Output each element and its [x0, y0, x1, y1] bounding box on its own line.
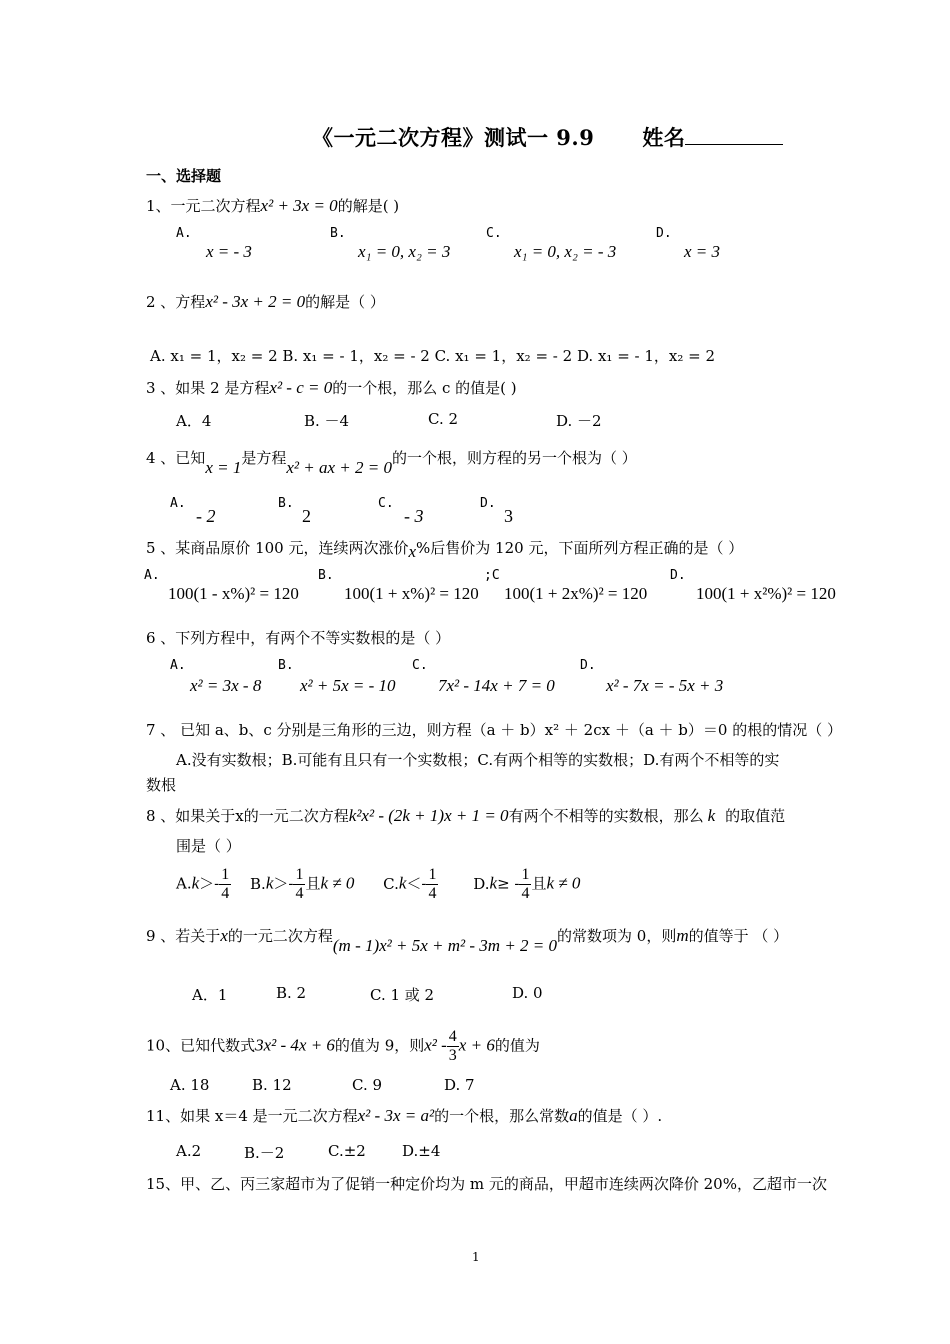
q4-stem-end: 的一个根，则方程的另一个根为（ ） — [391, 449, 637, 467]
q5-option-b: 100(1 + x%)² = 120 — [344, 584, 479, 603]
question-4 — [146, 448, 637, 477]
q8-stem-end: 的取值范 — [725, 807, 786, 825]
q8-option-a-rel: ＞- — [199, 874, 220, 893]
question-1 — [146, 196, 399, 216]
question-11 — [146, 1106, 662, 1126]
q6-option-b-label: B. — [278, 658, 294, 673]
q9-stem-mid: 的一元二次方程 — [227, 927, 333, 945]
name-label: 姓名 — [642, 125, 686, 150]
fraction-denominator: 3 — [448, 1047, 457, 1064]
q1-option-d-label: D. — [656, 226, 672, 241]
q4-option-c: - 3 — [404, 506, 424, 526]
q9-option-c: C. 1 或 2 — [370, 986, 435, 1004]
q8-option-d-fraction — [519, 866, 531, 903]
q4-stem-mid: 是方程 — [241, 449, 287, 467]
q1-option-c-label: C. — [486, 226, 502, 241]
q8-option-b-var: k — [265, 873, 274, 893]
fraction-denominator: 4 — [295, 885, 304, 902]
q5-variable: x — [408, 542, 417, 561]
q1-option-a: x = - 3 — [206, 242, 252, 261]
q8-option-a-var: k — [191, 873, 200, 893]
q10-expression: 3x² - 4x + 6 — [255, 1035, 335, 1055]
question-15: 15、甲、乙、丙三家超市为了促销一种定价均为 m 元的商品，甲超市连续两次降价 20%，乙超市一次 — [146, 1175, 827, 1193]
q5-stem: 5 、某商品原价 100 元，连续两次涨价 — [146, 539, 409, 557]
q3-option-b: B. －4 — [304, 412, 350, 430]
page-number: 1 — [472, 1250, 480, 1264]
q1-stem: 1、一元二次方程 — [146, 197, 261, 215]
q11-equation: x² - 3x = a² — [357, 1106, 435, 1125]
q8-option-b-cond: k ≠ 0 — [320, 873, 355, 893]
q6-option-c-label: C. — [412, 658, 428, 673]
q8-equation: k²x² - (2k + 1)x + 1 = 0 — [348, 806, 509, 825]
q9-variable-m: m — [676, 926, 689, 945]
q4-option-a-label: A. — [170, 496, 186, 511]
q8-option-b-fraction — [293, 866, 305, 903]
q11-option-a: A.2 — [176, 1142, 202, 1160]
q1-equation: x² + 3x = 0 — [260, 196, 338, 215]
q1-stem-end: 的解是( ) — [337, 197, 400, 215]
q7-options-cont: 数根 — [146, 776, 177, 794]
q5-option-c: 100(1 + 2x%)² = 120 — [504, 584, 648, 603]
q6-option-d-label: D. — [580, 658, 596, 673]
q8-option-a-label: A. — [176, 874, 192, 893]
q3-stem-end: 的一个根，那么 c 的值是( ) — [332, 379, 517, 397]
q8-option-c-fraction — [426, 866, 438, 903]
q8-option-c-rel: ＜- — [406, 874, 427, 893]
q6-option-c: 7x² - 14x + 7 = 0 — [438, 676, 555, 695]
page-title — [312, 122, 783, 152]
fraction-numerator: 1 — [428, 866, 437, 883]
q5-option-c-label: ;C — [484, 568, 500, 583]
q4-option-a: - 2 — [196, 506, 216, 526]
q9-option-a: A．1 — [192, 986, 228, 1004]
q5-option-b-label: B. — [318, 568, 334, 583]
q10-expression-2b: x + 6 — [458, 1035, 495, 1055]
name-blank — [685, 124, 783, 145]
q11-stem-end: 的值是（ ）. — [577, 1107, 663, 1125]
q10-fraction — [447, 1028, 459, 1065]
q3-option-a: A．4 — [176, 412, 212, 430]
q8-option-c-label: C. — [383, 874, 399, 893]
question-8 — [146, 806, 785, 826]
question-7: 7 、 已知 a、b、c 分别是三角形的三边，则方程（a ＋ b）x² ＋ 2cx ＋（a ＋ b）＝0 的根的情况（ ） — [146, 721, 842, 739]
question-2 — [146, 292, 385, 312]
q9-equation: (m - 1)x² + 5x + m² - 3m + 2 = 0 — [332, 936, 558, 955]
q4-equation: x² + ax + 2 = 0 — [286, 458, 392, 477]
q4-option-b-label: B. — [278, 496, 294, 511]
q11-option-d: D.±4 — [402, 1142, 441, 1160]
q1-option-a-label: A. — [176, 226, 192, 241]
q3-stem: 3 、如果 2 是方程 — [146, 379, 270, 397]
question-3 — [146, 378, 517, 398]
q4-stem: 4 、已知 — [146, 449, 206, 467]
q6-option-a-label: A. — [170, 658, 186, 673]
q10-option-d: D. 7 — [444, 1076, 475, 1094]
q10-option-b: B. 12 — [252, 1076, 292, 1094]
q8-option-d-and: 且 — [531, 874, 547, 893]
q8-option-b-rel: ＞- — [273, 874, 294, 893]
q9-stem-mid2: 的常数项为 0，则 — [557, 927, 677, 945]
q1-option-b: x₁ = 0, x₂ = 3 — [358, 242, 451, 261]
q5-option-a-label: A. — [144, 568, 160, 583]
fraction-denominator: 4 — [221, 885, 230, 902]
q11-stem-mid: 的一个根，那么常数 — [434, 1107, 570, 1125]
q4-option-d-label: D. — [480, 496, 496, 511]
q10-stem: 10、已知代数式 — [146, 1036, 256, 1055]
q5-stem-end: %后售价为 120 元，下面所列方程正确的是（ ） — [416, 539, 744, 557]
q9-option-d: D. 0 — [512, 984, 543, 1002]
q4-equation-root: x = 1 — [205, 458, 242, 477]
section-heading: 一、选择题 — [146, 167, 222, 185]
q8-option-d-cond: k ≠ 0 — [546, 873, 581, 893]
q1-option-d: x = 3 — [684, 242, 721, 261]
fraction-numerator: 1 — [221, 866, 230, 883]
q6-option-a: x² = 3x - 8 — [190, 676, 262, 695]
q5-option-a: 100(1 - x%)² = 120 — [168, 584, 299, 603]
q5-option-d-label: D. — [670, 568, 686, 583]
q4-option-c-label: C. — [378, 496, 394, 511]
q1-option-b-label: B. — [330, 226, 346, 241]
q8-option-d-var: k — [489, 873, 498, 893]
q8-stem-cont: 围是（ ） — [176, 837, 241, 855]
q6-option-b: x² + 5x = - 10 — [300, 676, 396, 695]
q7-options: A.没有实数根；B.可能有且只有一个实数根；C.有两个相等的实数根；D.有两个不相等的实 — [176, 751, 780, 769]
question-10 — [146, 1028, 540, 1065]
q11-variable: a — [569, 1106, 578, 1125]
q10-stem-mid: 的值为 9，则 — [334, 1036, 425, 1055]
q2-stem: 2 、方程 — [146, 293, 206, 311]
q6-option-d: x² - 7x = - 5x + 3 — [606, 676, 724, 695]
q2-options: A. x₁ = 1，x₂ = 2 B. x₁ = - 1，x₂ = - 2 C. x₁ = 1，x₂ = - 2 D. x₁ = - 1，x₂ = 2 — [150, 347, 716, 365]
fraction-denominator: 4 — [428, 885, 437, 902]
q8-option-b-label: B. — [250, 874, 266, 893]
q8-option-b-and: 且 — [305, 874, 321, 893]
q3-option-c: C. 2 — [428, 410, 459, 428]
q3-equation: x² - c = 0 — [269, 378, 333, 397]
fraction-numerator: 1 — [295, 866, 304, 883]
q5-option-d: 100(1 + x²%)² = 120 — [696, 584, 836, 603]
q8-option-a-fraction — [219, 866, 231, 903]
q9-stem: 9 、若关于 — [146, 927, 221, 945]
q11-stem: 11、如果 x＝4 是一元二次方程 — [146, 1107, 358, 1125]
q8-stem-mid: 有两个不相等的实数根，那么 — [508, 807, 704, 825]
q4-option-d: 3 — [504, 506, 513, 526]
fraction-numerator: 1 — [521, 866, 530, 883]
q9-stem-end: 的值等于 （ ） — [688, 927, 789, 945]
q9-variable: x — [220, 926, 228, 945]
question-6: 6 、下列方程中，有两个不等实数根的是（ ） — [146, 629, 451, 647]
q8-variable: k — [707, 806, 716, 825]
q10-stem-end: 的值为 — [494, 1036, 540, 1055]
fraction-denominator: 4 — [521, 885, 530, 902]
q11-option-b: B.－2 — [244, 1144, 285, 1162]
fraction-numerator: 4 — [448, 1028, 457, 1045]
title-text: 《一元二次方程》测试一 9.9 — [312, 125, 595, 150]
q3-option-d: D. －2 — [556, 412, 602, 430]
q9-option-b: B. 2 — [276, 984, 307, 1002]
q10-option-a: A. 18 — [170, 1076, 210, 1094]
q8-options — [176, 866, 580, 903]
q8-option-c-var: k — [398, 873, 407, 893]
q4-option-b: 2 — [302, 506, 311, 526]
q11-option-c: C.±2 — [328, 1142, 366, 1160]
question-9 — [146, 926, 789, 955]
q2-equation: x² - 3x + 2 = 0 — [205, 292, 306, 311]
q8-stem: 8 、如果关于x的一元二次方程 — [146, 807, 349, 825]
q8-option-d-rel: ≥ - — [497, 874, 520, 893]
question-5 — [146, 538, 744, 561]
q10-option-c: C. 9 — [352, 1076, 383, 1094]
q10-expression-2a: x² - — [424, 1035, 447, 1055]
q8-option-d-label: D. — [473, 874, 490, 893]
q2-stem-end: 的解是（ ） — [305, 293, 385, 311]
q1-option-c: x₁ = 0, x₂ = - 3 — [514, 242, 617, 261]
